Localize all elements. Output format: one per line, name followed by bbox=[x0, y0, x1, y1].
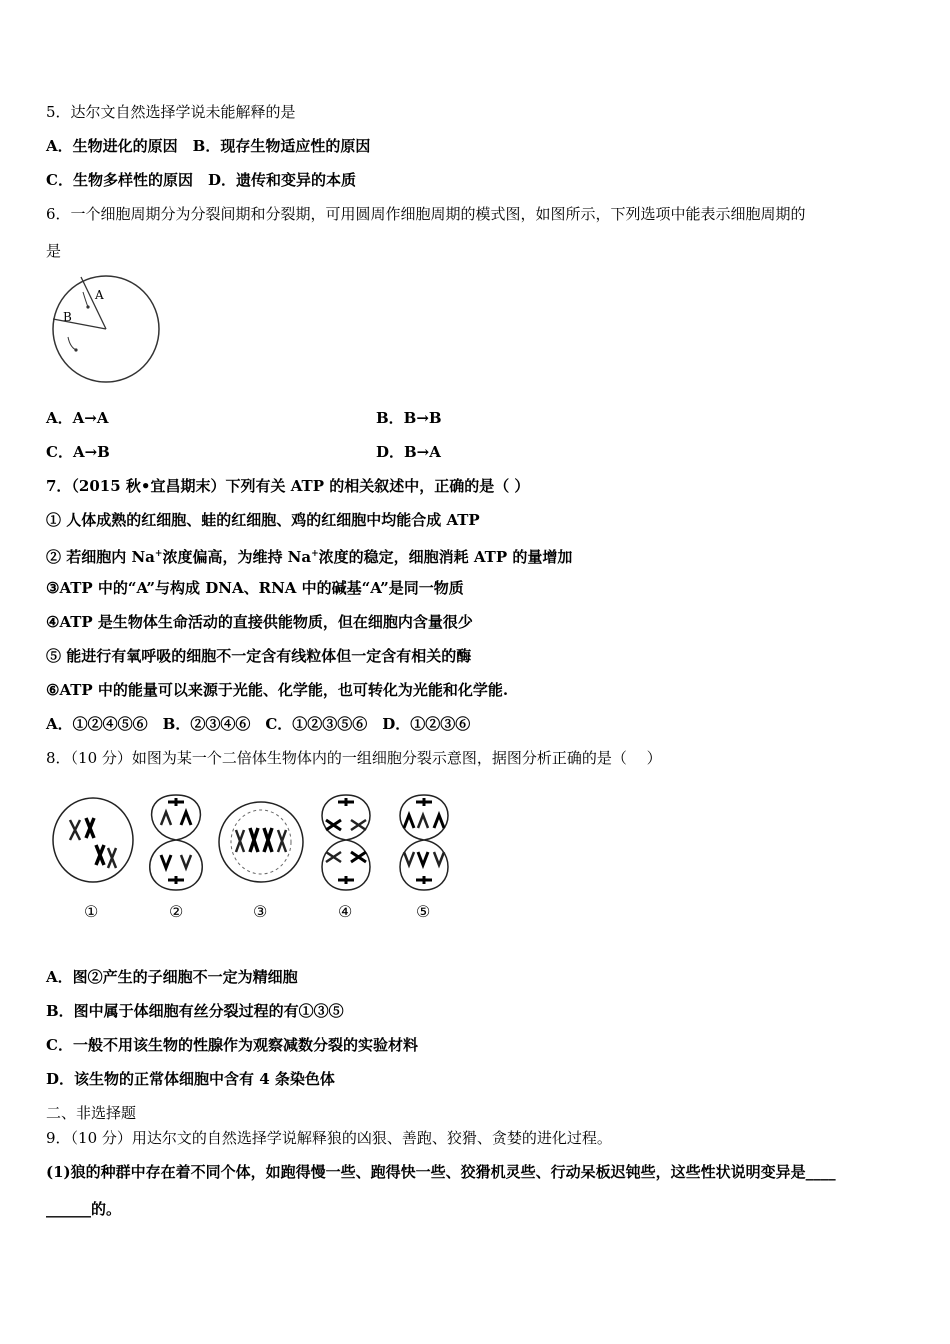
q7-statement-5: ⑤ 能进行有氧呼吸的细胞不一定含有线粒体但一定含有相关的酶 bbox=[46, 647, 472, 665]
cell-label-5: ⑤ bbox=[416, 902, 431, 921]
q5-options-line1: A．生物进化的原因 B．现存生物适应性的原因 bbox=[46, 137, 371, 155]
q7-statement-2-part-a: ② 若细胞内 Na bbox=[46, 548, 155, 566]
cell-1 bbox=[53, 798, 133, 882]
q9-sub1: (1)狼的种群中存在着不同个体，如跑得慢一些、跑得快一些、狡猾机灵些、行动呆板迟钝些，这些性状说明变异是____ bbox=[46, 1163, 836, 1181]
q8-option-c: C．一般不用该生物的性腺作为观察减数分裂的实验材料 bbox=[46, 1036, 418, 1054]
q6-option-b: B．B→B bbox=[376, 409, 442, 427]
q8-option-a: A．图②产生的子细胞不一定为精细胞 bbox=[46, 968, 298, 986]
q7-statement-2-part-c: 浓度的稳定，细胞消耗 ATP 的量增加 bbox=[318, 548, 573, 566]
sodium-charge-1: + bbox=[154, 549, 163, 559]
cell-cycle-figure bbox=[46, 272, 164, 386]
section2-title: 二、非选择题 bbox=[46, 1104, 137, 1122]
cell-5 bbox=[400, 795, 448, 890]
q7-statement-4: ④ATP 是生物体生命活动的直接供能物质，但在细胞内含量很少 bbox=[46, 613, 473, 631]
cell-label-2: ② bbox=[169, 902, 184, 921]
q6-option-d: D．B→A bbox=[376, 443, 441, 461]
q7-statement-2 bbox=[46, 544, 572, 567]
q7-options: A．①②④⑤⑥ B．②③④⑥ C．①②③⑤⑥ D．①②③⑥ bbox=[46, 715, 471, 733]
q7-statement-1: ① 人体成熟的红细胞、蛙的红细胞、鸡的红细胞中均能合成 ATP bbox=[46, 511, 480, 529]
cell-label-3: ③ bbox=[253, 902, 268, 921]
q5-stem: 5．达尔文自然选择学说未能解释的是 bbox=[46, 103, 296, 121]
q7-stem: 7．（2015 秋•宜昌期末）下列有关 ATP 的相关叙述中，正确的是（ ） bbox=[46, 477, 530, 495]
q7-statement-6: ⑥ATP 中的能量可以来源于光能、化学能，也可转化为光能和化学能. bbox=[46, 681, 509, 699]
q8-stem: 8．（10 分）如图为某一个二倍体生物体内的一组细胞分裂示意图，据图分析正确的是（ ） bbox=[46, 749, 662, 767]
q8-option-b: B．图中属于体细胞有丝分裂过程的有①③⑤ bbox=[46, 1002, 344, 1020]
q9-sub1-continued: ______的。 bbox=[46, 1200, 122, 1218]
q7-statement-2-part-b: 浓度偏高，为维持 Na bbox=[162, 548, 312, 566]
cell-label-4: ④ bbox=[338, 902, 353, 921]
cell-2 bbox=[150, 795, 203, 890]
q6-option-a: A．A→A bbox=[46, 409, 109, 427]
q6-stem: 6．一个细胞周期分为分裂间期和分裂期，可用圆周作细胞周期的模式图，如图所示，下列选项中能表示细胞周期的 bbox=[46, 205, 806, 223]
cycle-label-a: A bbox=[95, 288, 104, 302]
q6-option-c: C．A→B bbox=[46, 443, 110, 461]
cycle-label-b: B bbox=[63, 310, 72, 324]
q9-stem: 9．（10 分）用达尔文的自然选择学说解释狼的凶狠、善跑、狡猾、贪婪的进化过程。 bbox=[46, 1129, 612, 1147]
cell-label-1: ① bbox=[84, 902, 99, 921]
sodium-charge-2: + bbox=[311, 549, 319, 559]
q8-option-d: D．该生物的正常体细胞中含有 4 条染色体 bbox=[46, 1070, 335, 1088]
q6-stem-continued: 是 bbox=[46, 242, 62, 260]
cell-division-figure bbox=[46, 790, 466, 925]
cell-3 bbox=[219, 802, 303, 882]
cell-4 bbox=[322, 795, 370, 890]
q5-options-line2: C．生物多样性的原因 D．遗传和变异的本质 bbox=[46, 171, 356, 189]
q7-statement-3: ③ATP 中的“A”与构成 DNA、RNA 中的碱基“A”是同一物质 bbox=[46, 579, 464, 597]
